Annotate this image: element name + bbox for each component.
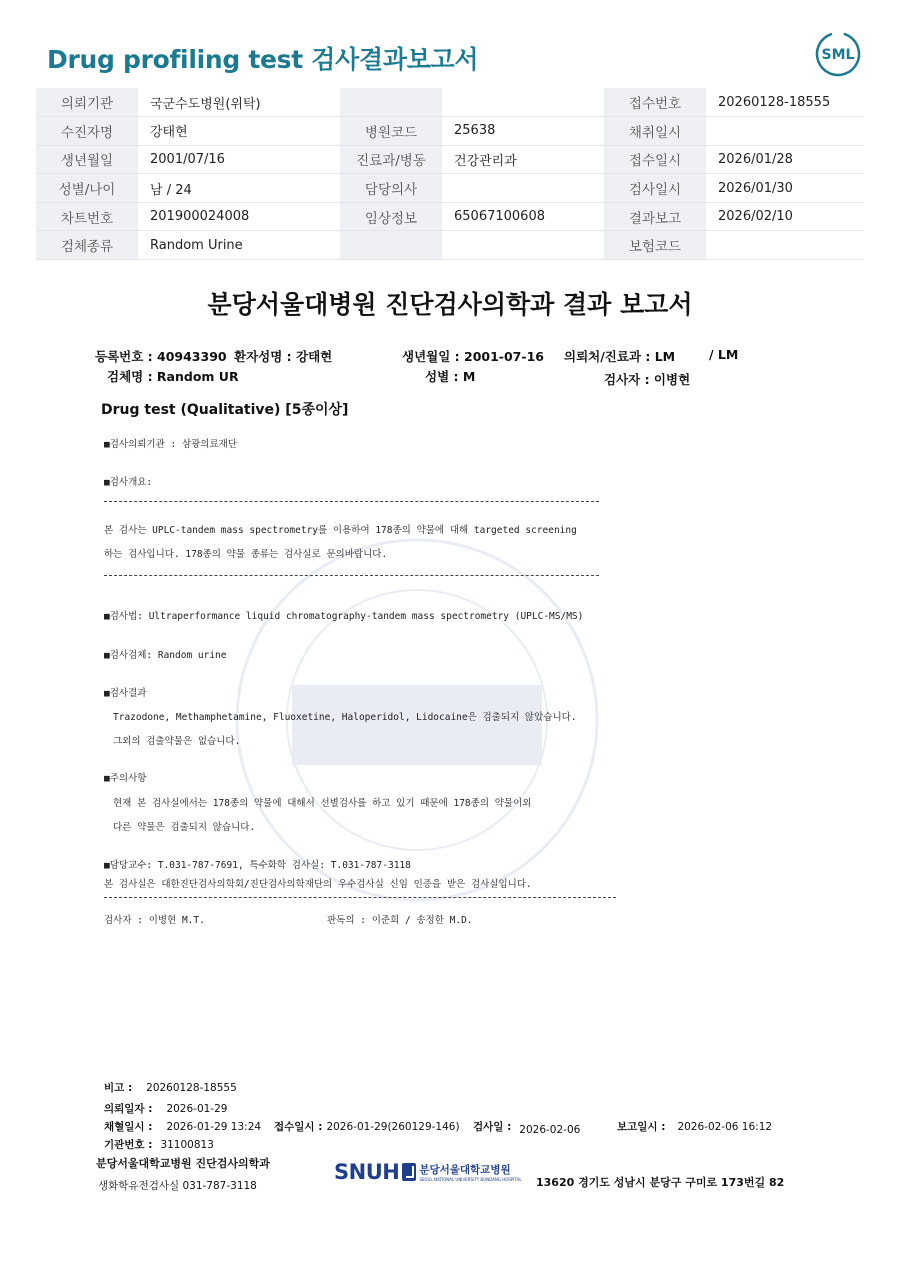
institution-row: 기관번호 : 31100813 xyxy=(104,1139,214,1151)
caution-heading: ■주의사항 xyxy=(104,773,147,784)
info-value xyxy=(442,88,604,117)
sml-logo-text: SML xyxy=(821,47,855,63)
info-label: 임상정보 xyxy=(340,202,442,231)
info-label xyxy=(340,88,442,117)
requesting-dept-2: / LM xyxy=(709,347,739,362)
divider xyxy=(104,575,599,576)
report-date-row: 보고일시 : 2026-02-06 16:12 xyxy=(617,1121,773,1133)
info-value: 건강관리과 xyxy=(442,145,604,174)
info-value: 25638 xyxy=(442,117,604,146)
info-value: 65067100608 xyxy=(442,202,604,231)
info-value: Random Urine xyxy=(138,231,340,260)
method-line: ■검사법: Ultraperformance liquid chromatography-tandem mass spectrometry (UPLC-MS/MS) xyxy=(104,611,584,622)
info-label: 진료과/병동 xyxy=(340,145,442,174)
patient-sex: 성별 : M xyxy=(425,369,476,384)
info-label: 채취일시 xyxy=(604,117,706,146)
lab-contact: 생화학유전검사실 031-787-3118 xyxy=(98,1180,257,1192)
snuh-logo-english: SEOUL NATIONAL UNIVERSITY BUNDANG HOSPITAL xyxy=(419,1177,522,1182)
reader-line: 판독의 : 이준희 / 송정한 M.D. xyxy=(327,915,473,926)
snuh-logo xyxy=(334,1160,522,1188)
info-value xyxy=(706,231,864,260)
info-value: 2026/01/28 xyxy=(706,145,864,174)
info-label: 결과보고 xyxy=(604,202,706,231)
info-label: 병원코드 xyxy=(340,117,442,146)
info-value: 201900024008 xyxy=(138,202,340,231)
info-value: 2001/07/16 xyxy=(138,145,340,174)
patient-info-table xyxy=(36,88,864,260)
info-value xyxy=(442,231,604,260)
department-name: 분당서울대학교병원 진단검사의학과 xyxy=(96,1157,270,1170)
patient-name: 환자성명 : 강태현 xyxy=(234,349,333,364)
report-title: 분당서울대병원 진단검사의학과 결과 보고서 xyxy=(207,290,693,319)
snuh-logo-korean: 분당서울대학교병원 xyxy=(419,1164,511,1176)
page-title: Drug profiling test 검사결과보고서 xyxy=(47,45,479,74)
info-value xyxy=(706,117,864,146)
test-section-title: Drug test (Qualitative) [5종이상] xyxy=(101,402,349,418)
divider xyxy=(104,897,616,898)
info-label: 검사일시 xyxy=(604,174,706,203)
info-value xyxy=(442,174,604,203)
overview-heading: ■검사개요: xyxy=(104,477,153,488)
receipt-row: 접수일시 : 2026-01-29(260129-146) xyxy=(274,1121,460,1133)
info-label: 수진자명 xyxy=(36,117,138,146)
info-value: 남 / 24 xyxy=(138,174,340,203)
info-label: 담당의사 xyxy=(340,174,442,203)
specimen-line: ■검사검체: Random urine xyxy=(104,650,227,661)
test-date-row: 검사일 : 2026-02-06 xyxy=(473,1121,581,1136)
contact-line: ■담당교수: T.031-787-7691, 특수화학 검사실: T.031-787-3118 xyxy=(104,860,411,871)
info-label: 생년월일 xyxy=(36,145,138,174)
note-row: 비고 : 20260128-18555 xyxy=(104,1082,237,1094)
certification-line: 본 검사실은 대한진단검사의학회/진단검사의학재단의 우수검사실 신임 인증을 받은 검사실입니다. xyxy=(104,879,532,890)
info-row xyxy=(36,174,864,203)
registration-number: 등록번호 : 40943390 xyxy=(95,349,227,364)
tester-line: 검사자 : 이병현 M.T. xyxy=(104,915,205,926)
info-row xyxy=(36,145,864,174)
info-label: 접수번호 xyxy=(604,88,706,117)
examiner: 검사자 : 이병현 xyxy=(604,372,691,387)
overview-line-1: 본 검사는 UPLC-tandem mass spectrometry를 이용하여 178종의 약물에 대해 targeted screening xyxy=(104,525,577,536)
info-label: 성별/나이 xyxy=(36,174,138,203)
birth-date: 생년월일 : 2001-07-16 xyxy=(402,349,544,364)
info-row xyxy=(36,202,864,231)
info-value: 2026/01/30 xyxy=(706,174,864,203)
hospital-address: 13620 경기도 성남시 분당구 구미로 173번길 82 xyxy=(536,1176,785,1189)
info-value: 20260128-18555 xyxy=(706,88,864,117)
overview-line-2: 하는 검사입니다. 178종의 약물 종류는 검사실로 문의바랍니다. xyxy=(104,549,388,560)
info-label: 의뢰기관 xyxy=(36,88,138,117)
specimen-name: 검체명 : Random UR xyxy=(107,369,239,384)
requesting-dept: 의뢰처/진료과 : LM xyxy=(564,349,676,364)
result-heading: ■검사결과 xyxy=(104,688,147,699)
info-label: 접수일시 xyxy=(604,145,706,174)
request-date-row: 의뢰일자 : 2026-01-29 xyxy=(104,1103,228,1115)
test-org-line: ■검사의뢰기관 : 삼광의료재단 xyxy=(104,439,238,450)
result-line-1: Trazodone, Methamphetamine, Fluoxetine, Haloperidol, Lidocaine은 검출되지 않았습니다. xyxy=(113,712,577,723)
info-value: 국군수도병원(위탁) xyxy=(138,88,340,117)
caution-line-2: 다른 약물은 검출되지 않습니다. xyxy=(113,822,256,833)
info-value: 강태현 xyxy=(138,117,340,146)
info-row xyxy=(36,117,864,146)
info-label xyxy=(340,231,442,260)
info-row xyxy=(36,231,864,260)
info-row xyxy=(36,88,864,117)
info-value: 2026/02/10 xyxy=(706,202,864,231)
info-label: 보험코드 xyxy=(604,231,706,260)
snuh-mark-icon xyxy=(402,1163,416,1181)
divider xyxy=(104,501,599,502)
result-line-2: 그외의 검출약물은 없습니다. xyxy=(113,736,241,747)
info-label: 검체종류 xyxy=(36,231,138,260)
caution-line-1: 현재 본 검사실에서는 178종의 약물에 대해서 선별검사를 하고 있기 때문에 178종의 약물이외 xyxy=(113,798,532,809)
sml-logo-icon xyxy=(814,30,862,78)
info-label: 차트번호 xyxy=(36,202,138,231)
snuh-logo-text: SNUH xyxy=(334,1160,400,1184)
collection-row: 채혈일시 : 2026-01-29 13:24 xyxy=(104,1121,262,1133)
